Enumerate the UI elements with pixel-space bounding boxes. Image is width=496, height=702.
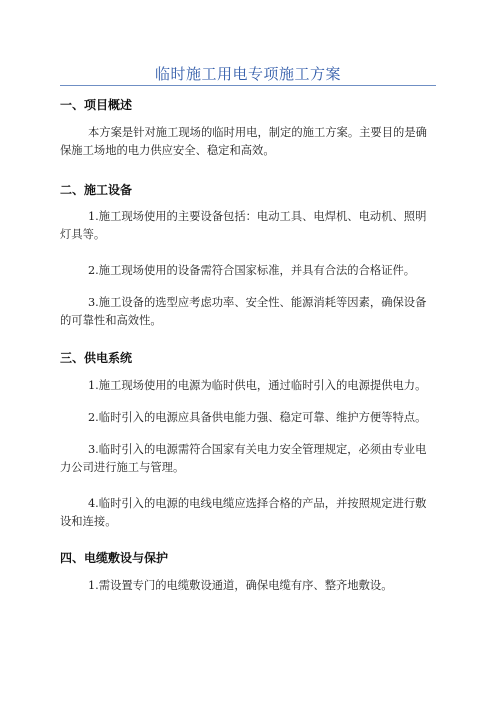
paragraph-power-2 (60, 409, 450, 427)
paragraph-power-1 (60, 377, 450, 395)
paragraph-line: 1.施工现场使用的主要设备包括：电动工具、电焊机、电动机、照明 (88, 210, 427, 223)
paragraph-line: 设和连接。 (60, 515, 117, 528)
paragraph-line: 的可靠性和高效性。 (60, 314, 162, 327)
title-underline (60, 85, 436, 86)
section-heading-equipment: 二、施工设备 (60, 183, 133, 197)
paragraph-line: 4.临时引入的电源的电线电缆应选择合格的产品，并按照规定进行敷 (88, 497, 427, 510)
paragraph-line: 1.施工现场使用的电源为临时供电，通过临时引入的电源提供电力。 (88, 379, 427, 392)
section-heading-power-supply: 三、供电系统 (60, 351, 133, 365)
paragraph-line: 1.需设置专门的电缆敷设通道，确保电缆有序、整齐地敷设。 (88, 579, 393, 592)
paragraph-line: 2.施工现场使用的设备需符合国家标准，并具有合法的合格证件。 (88, 264, 416, 277)
paragraph-power-4 (60, 495, 450, 531)
section-heading-cable-laying: 四、电缆敷设与保护 (60, 551, 169, 565)
paragraph-line: 灯具等。 (60, 228, 106, 241)
paragraph-overview (60, 124, 450, 160)
document-title: 临时施工用电专项施工方案 (154, 65, 341, 83)
paragraph-equipment-2 (60, 262, 450, 280)
paragraph-power-3 (60, 441, 450, 477)
paragraph-equipment-3 (60, 294, 450, 330)
paragraph-line: 2.临时引入的电源应具备供电能力强、稳定可靠、维护方便等特点。 (88, 411, 427, 424)
paragraph-line: 保施工场地的电力供应安全、稳定和高效。 (60, 144, 275, 157)
paragraph-cable-1 (60, 577, 450, 595)
paragraph-equipment-1 (60, 208, 450, 244)
paragraph-line: 3.临时引入的电源需符合国家有关电力安全管理规定，必须由专业电 (88, 443, 427, 456)
paragraph-line: 本方案是针对施工现场的临时用电，制定的施工方案。主要目的是确 (88, 126, 427, 139)
paragraph-line: 力公司进行施工与管理。 (60, 461, 185, 474)
section-heading-overview: 一、项目概述 (60, 98, 133, 112)
paragraph-line: 3.施工设备的选型应考虑功率、安全性、能源消耗等因素，确保设备 (88, 296, 427, 309)
